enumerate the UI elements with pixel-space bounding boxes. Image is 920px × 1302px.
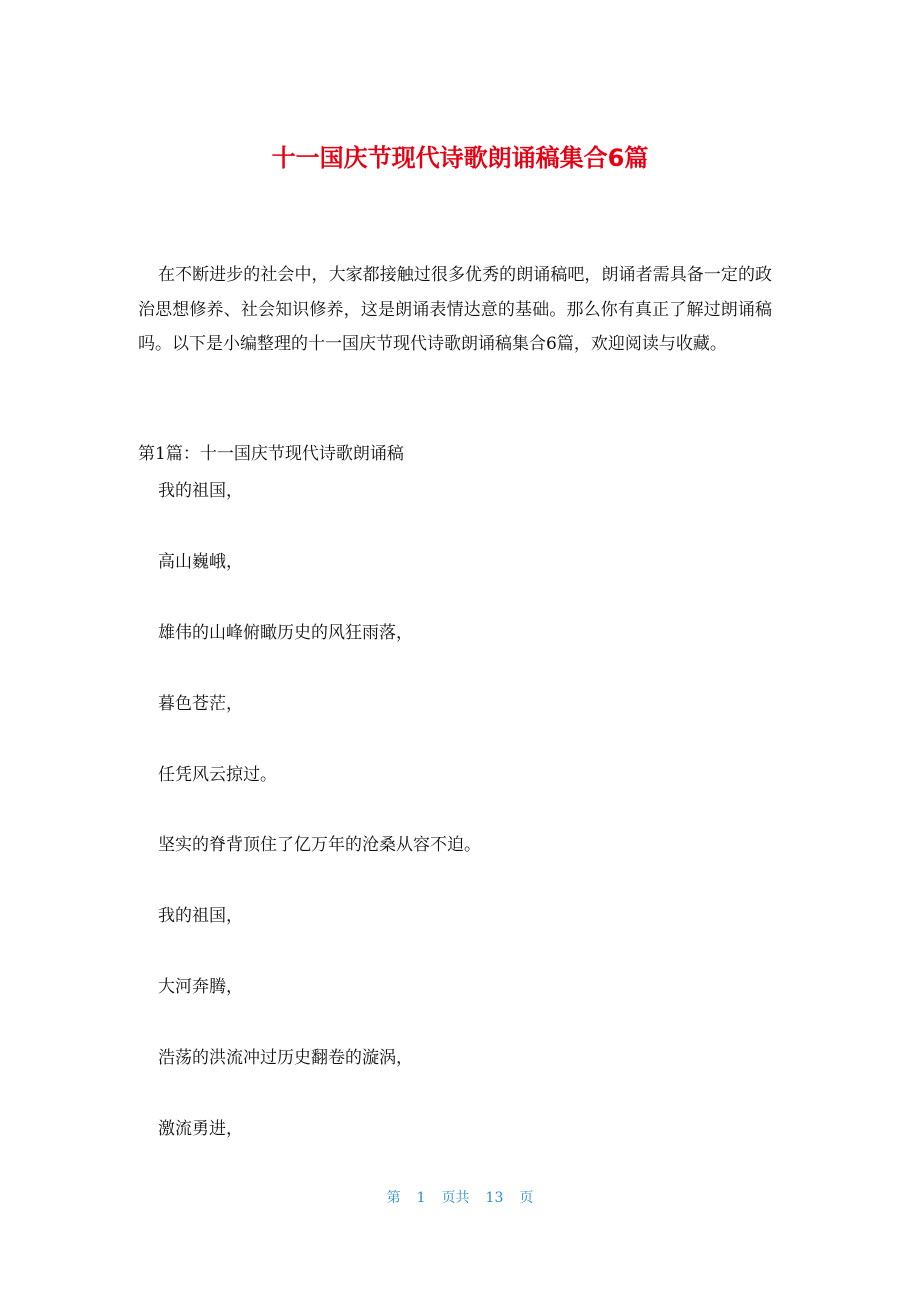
poem-line: 暮色苍茫， — [158, 693, 243, 714]
total-pages-number: 13 — [485, 1190, 504, 1206]
poem-line: 坚实的脊背顶住了亿万年的沧桑从容不迫。 — [158, 835, 481, 856]
current-page-number: 1 — [416, 1190, 426, 1206]
poem-line: 激流勇进， — [158, 1119, 243, 1140]
poem-line: 雄伟的山峰俯瞰历史的风狂雨落， — [158, 622, 413, 643]
poem-line: 我的祖国， — [158, 906, 243, 927]
document-title: 十一国庆节现代诗歌朗诵稿集合6篇 — [271, 144, 649, 172]
footer-middle: 页共 — [441, 1190, 470, 1206]
footer-suffix: 页 — [519, 1190, 534, 1206]
poem-line: 大河奔腾， — [158, 977, 243, 998]
poem-line: 我的祖国， — [158, 481, 243, 501]
footer-prefix: 第 — [386, 1190, 401, 1206]
intro-paragraph: 在不断进步的社会中，大家都接触过很多优秀的朗诵稿吧，朗诵者需具备一定的政治思想修养、社会知识修养，这是朗诵表情达意的基础。那么你有真正了解过朗诵稿吗。以下是小编整理的十一国庆节现代诗歌朗诵稿集合6篇，欢迎阅读与收藏。 — [138, 265, 772, 354]
poem-line: 高山巍峨， — [158, 551, 243, 572]
poem-line: 任凭风云掠过。 — [158, 764, 277, 785]
poem-lines — [158, 476, 481, 1185]
poem-line: 浩荡的洪流冲过历史翻卷的漩涡， — [158, 1048, 413, 1069]
page-footer — [0, 1186, 920, 1210]
section-heading: 第1篇：十一国庆节现代诗歌朗诵稿 — [138, 444, 404, 464]
